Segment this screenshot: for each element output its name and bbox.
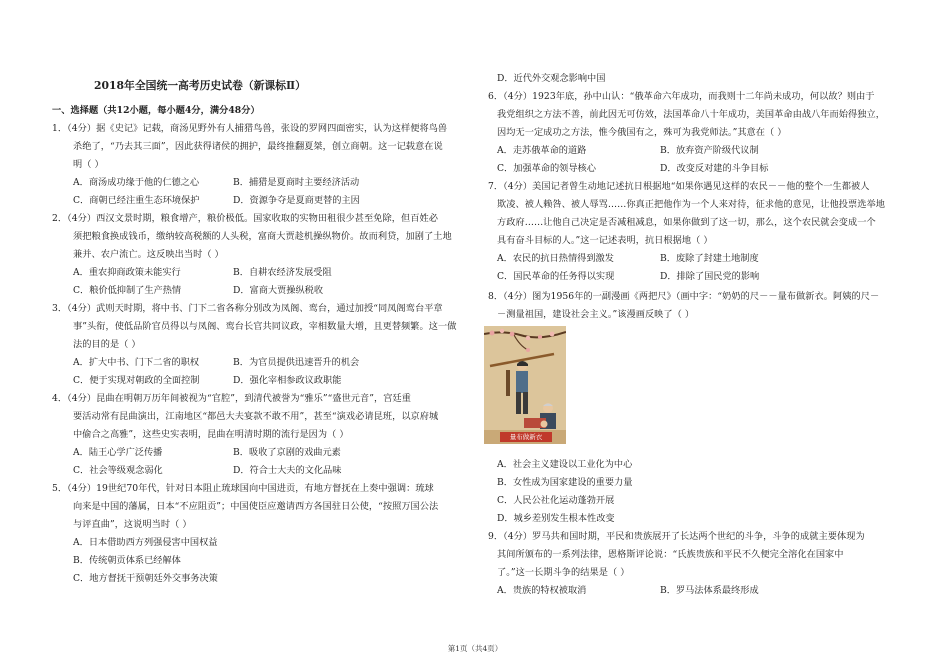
question-3-line: 3．（4分）武则天时期，将中书、门下二省各称分别改为凤阁、鸾台，通过加授“同凤阁鸾台平章 [52, 303, 443, 314]
question-5-line: 与评直曲”，这说明当时（ ） [73, 519, 192, 530]
question-6-line: 6．（4分）1923年底，孙中山认：“俄革命六年成功，而我则十二年尚未成功，何以故？则由于 [488, 91, 875, 102]
question-7-line: 欺凌、被人赖咎、被人辱骂……你真正把他作为一个人来对待，征求他的意见，让他投票选举地 [497, 199, 885, 210]
q6-option-d[interactable]: D．改变反对建的斗争目标 [660, 163, 769, 174]
cartoon-caption: 量布做新衣 [509, 433, 543, 441]
question-9-line: 其间所颁布的一系列法律，恩格斯评论说：“氏族贵族和平民不久便完全溶化在国家中 [497, 549, 844, 560]
q6-option-b[interactable]: B．放弃资产阶级代议制 [660, 145, 759, 156]
question-1-line: 1．（4分）据《史记》记载，商汤见野外有人捕猎鸟兽，张设的罗网四面密实，认为这样便将鸟兽 [52, 123, 448, 134]
q2-option-d[interactable]: D．富商大贾操纵税收 [233, 285, 324, 296]
question-8-line: 8．（4分）图为1956年的一副漫画《两把尺》（画中字：“奶奶的尺－－量布做新衣。阿姨的尺－ [488, 291, 880, 302]
q9-option-b[interactable]: B．罗马法体系最终形成 [660, 585, 759, 596]
question-2-line: 2．（4分）西汉文景时期，粮食增产，粮价极低。国家收取的实物田租很少甚至免除，但百姓必 [52, 213, 438, 224]
q5-option-a[interactable]: A．日本借助西方列强侵害中国权益 [73, 537, 218, 548]
question-4-line: 要活动常有昆曲演出，江南地区“都邑大夫宴款不敢不用”，甚至“演戏必请昆班，以京府城 [73, 411, 439, 422]
q7-option-d[interactable]: D．排除了国民党的影响 [660, 271, 760, 282]
question-5-line: 5．（4分）19世纪70年代，针对日本阻止琉球国向中国进贡，有地方督抚在上奏中强调：琉球 [52, 483, 434, 494]
question-9-line: 9．（4分）罗马共和国时期，平民和贵族展开了长达两个世纪的斗争，斗争的成就主要体现为 [488, 531, 865, 542]
q4-option-a[interactable]: A．陆王心学广泛传播 [73, 447, 163, 458]
question-3-line: 法的目的是（ ） [73, 339, 141, 350]
q6-option-a[interactable]: A．走苏俄革命的道路 [497, 145, 587, 156]
q4-option-c[interactable]: C．社会等级观念弱化 [73, 465, 163, 476]
page-footer: 第1页（共4页） [447, 644, 503, 653]
q1-option-a[interactable]: A．商汤成功缘于他的仁德之心 [73, 177, 200, 188]
question-5-line: 向来是中国的藩属，日本“不应阻贡”；中国使臣应邀请西方各国驻日公使，“按照万国公法 [73, 501, 439, 512]
cartoon-two-rulers-image [484, 326, 566, 444]
q8-option-b[interactable]: B．女性成为国家建设的重要力量 [497, 477, 633, 488]
q5-option-d[interactable]: D．近代外交观念影响中国 [497, 73, 606, 84]
q8-option-c[interactable]: C．人民公社化运动蓬勃开展 [497, 495, 615, 506]
q3-option-a[interactable]: A．扩大中书、门下二省的职权 [73, 357, 200, 368]
q2-option-c[interactable]: C．粮价低抑制了生产热情 [73, 285, 182, 296]
q1-option-b[interactable]: B．捕猎是夏商时主要经济活动 [233, 177, 360, 188]
question-2-line: 兼并、农户流亡。这反映出当时（ ） [73, 249, 224, 260]
q4-option-d[interactable]: D．符合士大夫的文化品味 [233, 465, 342, 476]
cartoon-illustration [484, 326, 566, 444]
section-heading: 一、选择题（共12小题，每小题4分，满分48分） [52, 105, 260, 116]
q1-option-d[interactable]: D．资源争夺是夏商更替的主因 [233, 195, 360, 206]
question-7-line: 7．（4分）美国记者曾生动地记述抗日根据地“如果你遇见这样的农民－－他的整个一生都被人 [488, 181, 870, 192]
q3-option-d[interactable]: D．强化宰相参政议政职能 [233, 375, 342, 386]
q7-option-b[interactable]: B．废除了封建土地制度 [660, 253, 759, 264]
q3-option-b[interactable]: B．为官员提供迅速晋升的机会 [233, 357, 360, 368]
question-1-line: 杀绝了，“乃去其三面”，因此获得诸侯的拥护，最终推翻夏桀，创立商朝。这一记载意在说 [73, 141, 443, 152]
q6-option-c[interactable]: C．加强革命的领导核心 [497, 163, 596, 174]
question-4-line: 中偷合之高雅”，这些史实表明，昆曲在明清时期的流行是因为（ ） [73, 429, 349, 440]
q9-option-a[interactable]: A．贵族的特权被取消 [497, 585, 587, 596]
question-8-line: －测量祖国，建设社会主义。”该漫画反映了（ ） [497, 309, 695, 320]
question-3-line: 事”头衔，使低品阶官员得以与凤阁、鸾台长官共同议政，宰相数量大增，且更替频繁。这一做 [73, 321, 457, 332]
q4-option-b[interactable]: B．吸收了京剧的戏曲元素 [233, 447, 341, 458]
question-7-line: 方政府……让他自己决定是否减租减息，如果你做到了这一切，那么，这个农民就会变成一个 [497, 217, 876, 228]
question-6-line: 我党组织之方法不善，前此因无可仿效，法国革命八十年成功，美国革命由战八年而始得独立， [497, 109, 885, 120]
q2-option-a[interactable]: A．重农抑商政策未能实行 [73, 267, 181, 278]
question-6-line: 因均无一定成功之方法，惟今俄国有之，殊可为我党师法。”其意在（ ） [497, 127, 787, 138]
q5-option-c[interactable]: C．地方督抚干预朝廷外交事务决策 [73, 573, 218, 584]
question-4-line: 4．（4分）昆曲在明朝万历年间被视为“官腔”，到清代被誉为“雅乐”“盛世元音”，宫廷重 [52, 393, 411, 404]
question-9-line: 了。”这一长期斗争的结果是（ ） [497, 567, 630, 578]
question-7-line: 具有奋斗目标的人。”这一记述表明，抗日根据地（ ） [497, 235, 713, 246]
q8-option-a[interactable]: A．社会主义建设以工业化为中心 [497, 459, 633, 470]
q8-option-d[interactable]: D．城乡差别发生根本性改变 [497, 513, 615, 524]
question-1-line: 明（ ） [73, 159, 104, 170]
q3-option-c[interactable]: C．便于实现对朝政的全面控制 [73, 375, 200, 386]
q1-option-c[interactable]: C．商朝已经注重生态环境保护 [73, 195, 200, 206]
q7-option-c[interactable]: C．国民革命的任务得以实现 [497, 271, 615, 282]
q5-option-b[interactable]: B．传统朝贡体系已经解体 [73, 555, 181, 566]
question-2-line: 须把粮食换成钱币，缴纳较高税额的人头税，富商大贾趁机操纵物价。故而利贷，加剧了土地 [73, 231, 452, 242]
page-title: 2018年全国统一高考历史试卷（新课标Ⅱ） [94, 79, 306, 92]
q7-option-a[interactable]: A．农民的抗日热情得到激发 [497, 253, 614, 264]
q2-option-b[interactable]: B．自耕农经济发展受阻 [233, 267, 332, 278]
